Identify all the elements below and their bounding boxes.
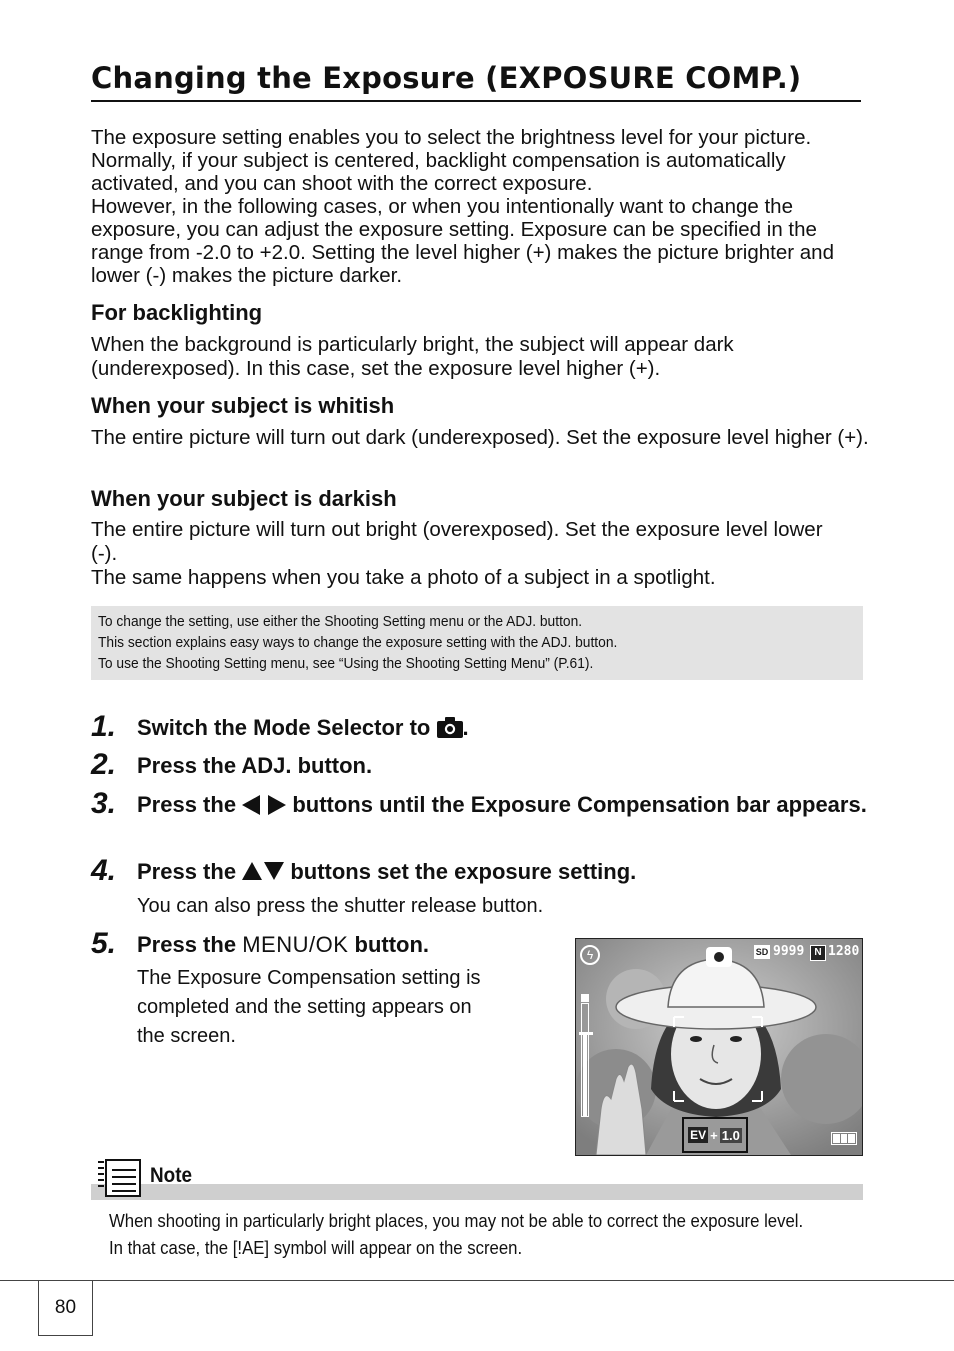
step-text-part: buttons until the Exposure Compensation bar appears. [292,792,867,817]
step-4-subtext: You can also press the shutter release button. [137,895,544,917]
page-title: Changing the Exposure (EXPOSURE COMP.) [91,58,861,102]
section-body-darkish [91,518,836,590]
step-sub-line: The Exposure Compensation setting is [137,967,481,989]
intro-text [91,126,871,287]
sd-card-icon: SD [755,947,769,957]
shots-remaining: 9999 [773,944,805,959]
step-4-text [137,858,867,889]
section-text: The entire picture will turn out bright (overexposed). Set the exposure level lower (-). [91,518,823,565]
battery-icon [831,1132,857,1145]
intro-paragraph-2: However, in the following cases, or when you intentionally want to change the exposure, you can adjust the exposure setting. Exposure can be specified in the range from -2.0 to +2.0. Setting the level higher (+) makes the picture brighter and lower (-) makes the picture darker. [91,195,834,287]
note-line: In that case, the [!AE] symbol will appear on the screen. [109,1238,523,1258]
step-5-subtext [137,964,481,1051]
exposure-bar-fill [583,1032,587,1116]
step-2-text: Press the ADJ. button. [137,753,373,778]
section-heading-whitish: When your subject is whitish [91,393,395,418]
info-line: To change the setting, use either the Shooting Setting menu or the ADJ. button. [98,613,583,630]
step-text-part: Press the [137,792,237,817]
camera-icon [437,716,463,745]
note-label: Note [150,1164,193,1187]
exposure-compensation-bar [581,1003,589,1117]
step-text-part: Press the [137,859,237,884]
section-body-whitish [91,426,871,450]
info-line: This section explains easy ways to change the exposure setting with the ADJ. button. [98,634,618,651]
section-text: The same happens when you take a photo of a subject in a spotlight. [91,566,716,589]
ev-readout-box [682,1117,748,1153]
intro-paragraph-1: The exposure setting enables you to select the brightness level for your picture. Normally, if your subject is centered, backlight compensation is automatically activated, and you can shoot with the correct exposure. [91,126,812,195]
step-text-part: . [462,715,469,740]
section-text: The entire picture will turn out dark (underexposed). Set the exposure level higher (+). [91,426,869,449]
step-text-part: Switch the Mode Selector to [137,715,431,740]
step-text-part: Press the [137,932,237,957]
step-number: 4. [91,854,117,887]
step-1-text [137,714,867,745]
info-line: To use the Shooting Setting menu, see “Using the Shooting Setting Menu” (P.61). [98,655,594,672]
step-sub-line: completed and the setting appears on [137,996,472,1018]
camera-screen-image [575,938,863,1156]
ev-sign: + [710,1127,718,1143]
info-box [91,606,863,680]
left-right-arrows-icon [242,794,286,822]
flash-icon: ϟ [580,945,600,965]
note-line: When shooting in particularly bright places, you may not be able to correct the exposure level. [109,1211,804,1231]
step-number: 3. [91,787,117,820]
note-header-bar [91,1184,863,1200]
step-sub-line: the screen. [137,1025,236,1047]
note-text [109,1208,803,1262]
step-number: 5. [91,927,117,960]
section-text: When the background is particularly bright, the subject will appear dark (underexposed). In this case, set the exposure level higher (+). [91,333,734,380]
menu-ok-key: MENU/OK [242,932,349,957]
image-size: 1280 [828,944,860,959]
step-number: 2. [91,748,117,781]
step-3-text [137,791,867,822]
up-down-arrows-icon [242,861,284,889]
shooting-mode-camera-icon [706,947,732,967]
ev-label: EV [690,1128,707,1142]
section-heading-darkish: When your subject is darkish [91,486,397,511]
step-text-part: button. [354,932,430,957]
footer-divider [0,1280,954,1281]
exposure-bar-plus-mark [581,994,589,1002]
note-icon [96,1158,144,1203]
section-heading-backlighting: For backlighting [91,300,263,325]
exposure-bar-indicator [579,1032,593,1035]
page-number: 80 [38,1280,93,1336]
ev-value: 1.0 [721,1127,740,1143]
section-body-backlighting [91,333,871,381]
quality-icon: N [810,945,826,961]
step-number: 1. [91,710,117,743]
step-text-part: buttons set the exposure setting. [290,859,637,884]
